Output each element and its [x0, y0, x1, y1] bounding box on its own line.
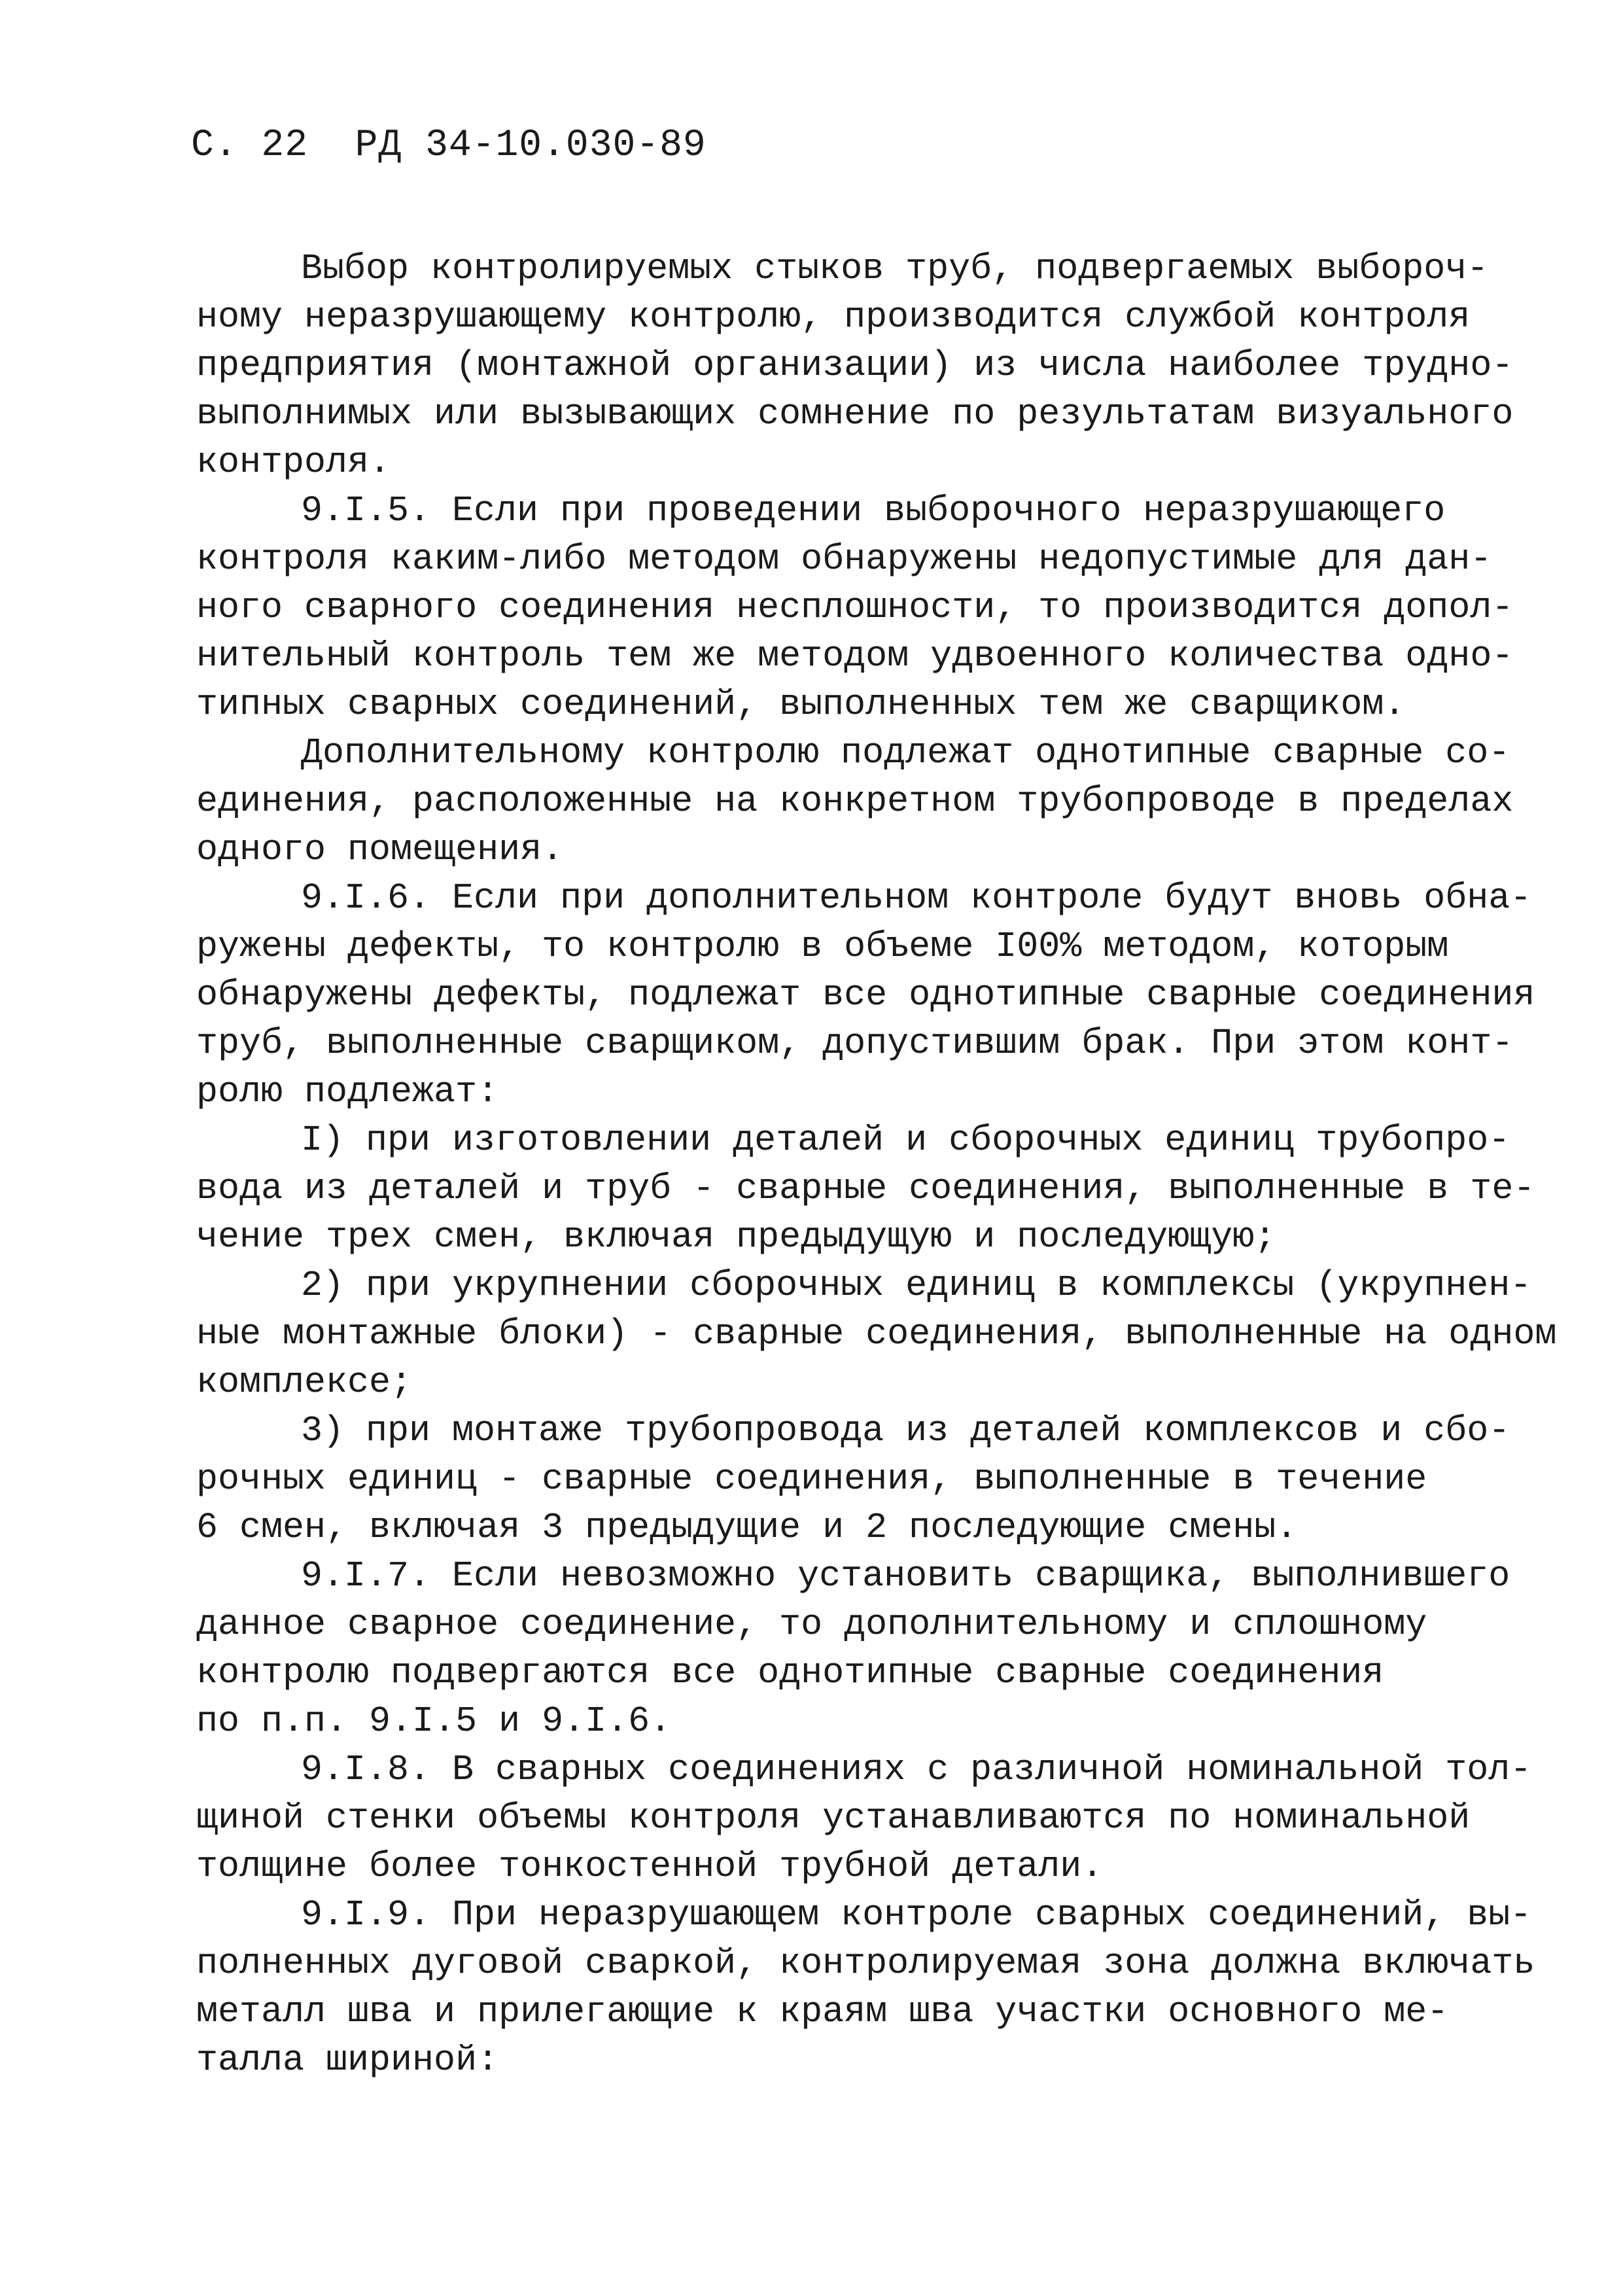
text-line: ружены дефекты, то контролю в объеме I00% методом, которым — [196, 926, 1449, 967]
text-line: 6 смен, включая 3 предыдущие и 2 последующие смены. — [196, 1507, 1298, 1548]
text-line: данное сварное соединение, то дополнительному и сплошному — [196, 1604, 1427, 1645]
text-line: предприятия (монтажной организации) из числа наиболее трудно- — [196, 345, 1514, 386]
text-line: полненных дуговой сваркой, контролируемая зона должна включать — [196, 1943, 1535, 1984]
text-line: металл шва и прилегающие к краям шва участки основного ме- — [196, 1991, 1449, 2032]
page-number: С. 22 — [191, 124, 309, 167]
text-line: комплексе; — [196, 1362, 413, 1403]
text-line: ного сварного соединения несплошности, то производится допол- — [196, 587, 1514, 628]
text-line: типных сварных соединений, выполненных тем же сварщиком. — [196, 684, 1406, 725]
text-line: нительный контроль тем же методом удвоенного количества одно- — [196, 635, 1514, 677]
text-line: Дополнительному контролю подлежат однотипные сварные со- — [301, 732, 1510, 773]
text-line: одного помещения. — [196, 829, 564, 870]
text-line: контроля. — [196, 442, 391, 483]
text-line: контроля каким-либо методом обнаружены недопустимые для дан- — [196, 539, 1492, 580]
text-line: по п.п. 9.I.5 и 9.I.6. — [196, 1701, 672, 1742]
text-line: 2) при укрупнении сборочных единиц в комплексы (укрупнен- — [301, 1265, 1532, 1306]
text-line: 9.I.5. Если при проведении выборочного неразрушающего — [301, 490, 1446, 531]
text-line: 9.I.8. В сварных соединениях с различной номинальной тол- — [301, 1749, 1532, 1790]
text-line: 3) при монтаже трубопровода из деталей комплексов и сбо- — [301, 1410, 1510, 1451]
text-line: 9.I.6. Если при дополнительном контроле будут вновь обна- — [301, 877, 1532, 919]
text-line: Выбор контролируемых стыков труб, подвергаемых выбороч- — [301, 248, 1489, 289]
text-line: 9.I.7. Если невозможно установить сварщика, выполнившего — [301, 1555, 1510, 1597]
text-line: щиной стенки объемы контроля устанавливаются по номинальной — [196, 1797, 1471, 1839]
text-line: толщине более тонкостенной трубной детали. — [196, 1846, 1104, 1887]
text-line: выполнимых или вызывающих сомнение по результатам визуального — [196, 393, 1514, 434]
text-line: ному неразрушающему контролю, производится службой контроля — [196, 296, 1471, 338]
text-line: I) при изготовлении деталей и сборочных единиц трубопро- — [301, 1120, 1510, 1161]
text-line: вода из деталей и труб - сварные соединения, выполненные в те- — [196, 1168, 1535, 1209]
text-line: ролю подлежат: — [196, 1071, 499, 1112]
document-code: РД 34-10.030-89 — [355, 124, 707, 167]
text-line: труб, выполненные сварщиком, допустившим брак. При этом конт- — [196, 1023, 1514, 1064]
text-line: контролю подвергаются все однотипные сварные соединения — [196, 1652, 1384, 1693]
text-line: 9.I.9. При неразрушающем контроле сварных соединений, вы- — [301, 1894, 1532, 1935]
text-line: талла шириной: — [196, 2040, 499, 2081]
document-body — [196, 245, 1557, 2085]
text-line: ные монтажные блоки) - сварные соединения, выполненные на одном — [196, 1313, 1557, 1354]
text-line: рочных единиц - сварные соединения, выполненные в течение — [196, 1458, 1427, 1500]
text-line: чение трех смен, включая предыдущую и последующую; — [196, 1216, 1276, 1258]
text-line: единения, расположенные на конкретном трубопроводе в пределах — [196, 781, 1514, 822]
page-header — [191, 124, 707, 167]
text-line: обнаружены дефекты, подлежат все однотипные сварные соединения — [196, 974, 1535, 1016]
